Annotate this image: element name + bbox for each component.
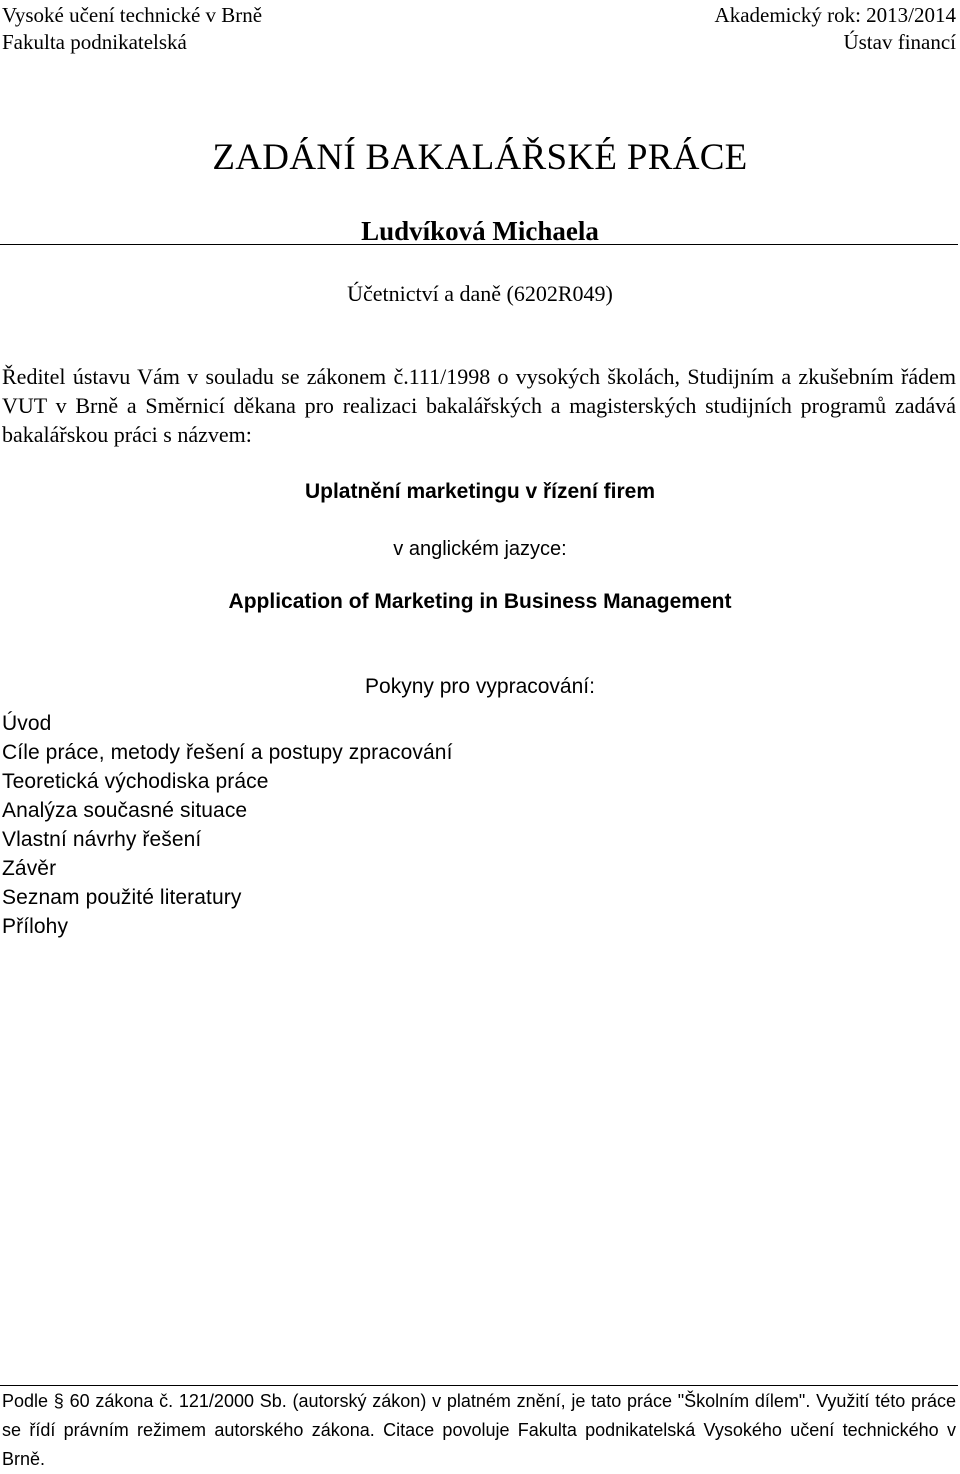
outline-list [2, 709, 453, 941]
academic-year: Akademický rok: 2013/2014 [714, 3, 956, 27]
outline-item: Seznam použité literatury [2, 886, 242, 909]
institute-name: Ústav financí [843, 30, 956, 54]
outline-item: Analýza současné situace [2, 799, 248, 822]
instructions-label: Pokyny pro vypracování: [365, 675, 595, 698]
outline-item: Teoretická východiska práce [2, 770, 269, 793]
header-divider [0, 244, 958, 245]
outline-item: Cíle práce, metody řešení a postupy zpracování [2, 741, 453, 764]
intro-paragraph: Ředitel ústavu Vám v souladu se zákonem č.111/1998 o vysokých školách, Studijním a zkušebním řádem VUT v Brně a Směrnicí děkana pro realizaci bakalářských a magisterských studijních programů zadává bakalářskou práci s názvem: [2, 364, 956, 447]
thesis-title-english: Application of Marketing in Business Management [228, 590, 732, 613]
document-title: ZADÁNÍ BAKALÁŘSKÉ PRÁCE [212, 137, 748, 178]
footer-divider [0, 1385, 958, 1386]
study-program: Účetnictví a daně (6202R049) [347, 281, 613, 306]
student-name: Ludvíková Michaela [361, 216, 599, 246]
outline-item: Vlastní návrhy řešení [2, 828, 202, 851]
english-title-label: v anglickém jazyce: [393, 538, 567, 560]
faculty-name: Fakulta podnikatelská [2, 30, 187, 54]
outline-item: Závěr [2, 857, 57, 880]
outline-item: Úvod [2, 712, 52, 735]
copyright-notice: Podle § 60 zákona č. 121/2000 Sb. (autorský zákon) v platném znění, je tato práce "Školním dílem". Využití této práce se řídí právním režimem autorského zákona. Citace povoluje Fakulta podnikatelská Vysokého učení technického v Brně. [2, 1391, 956, 1469]
outline-item: Přílohy [2, 915, 69, 938]
university-name: Vysoké učení technické v Brně [2, 3, 263, 27]
thesis-title-czech: Uplatnění marketingu v řízení firem [304, 480, 656, 503]
